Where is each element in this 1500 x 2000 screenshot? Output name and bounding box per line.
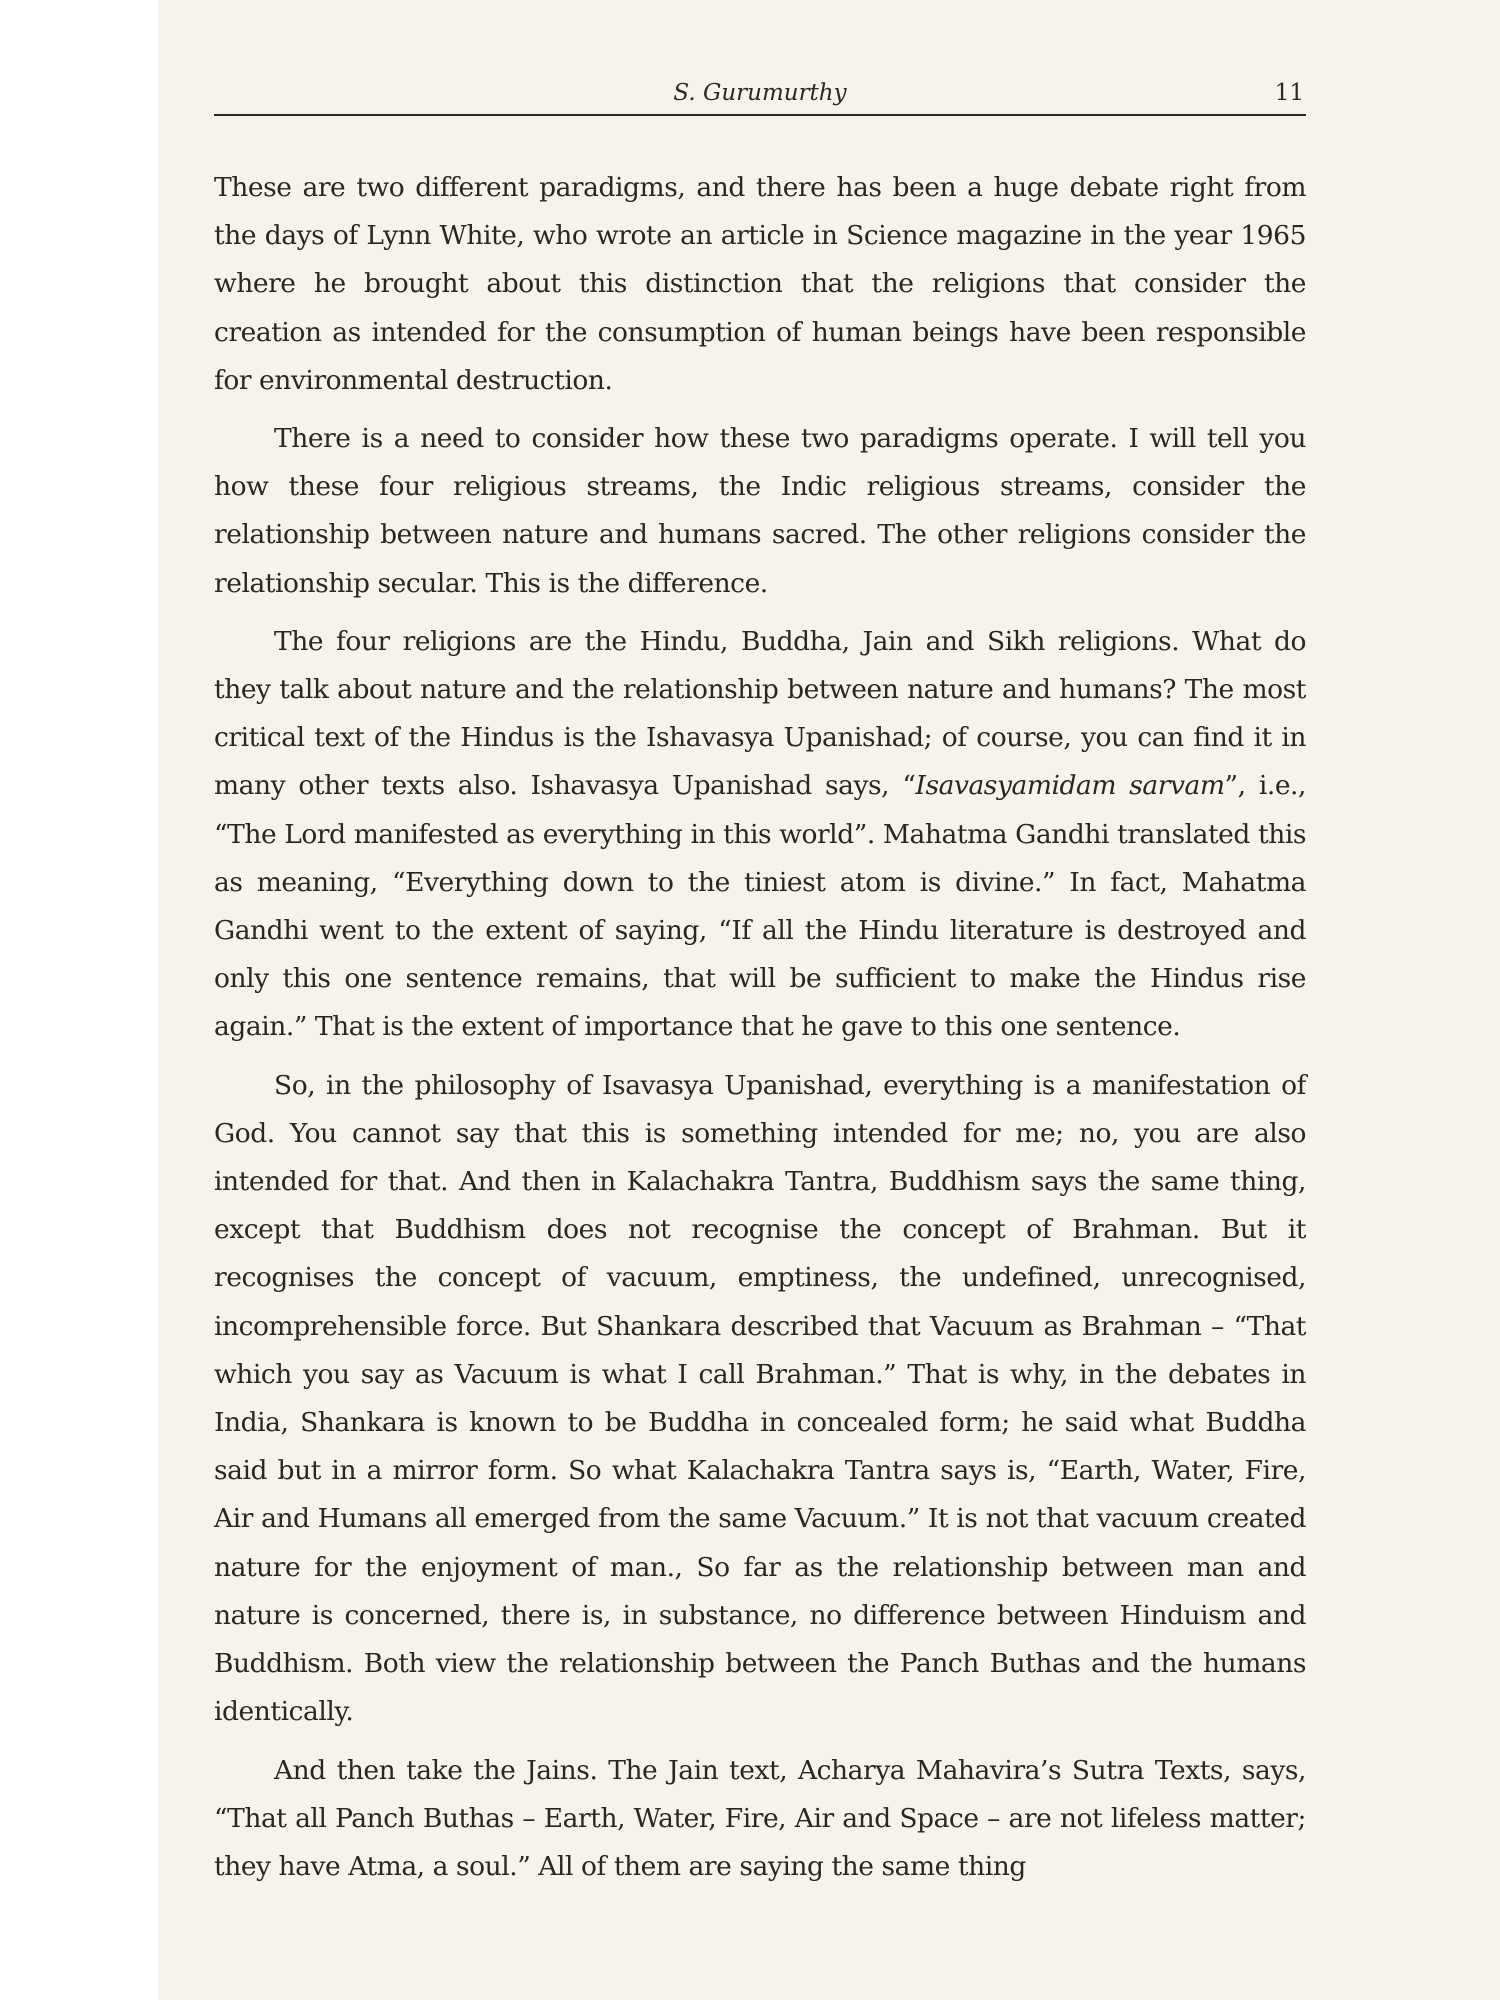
- paragraph-3-text-end: ”, i.e., “The Lord manifested as everything in this world”. Mahatma Gandhi translated this as meaning, “Everything down to the tiniest atom is divine.” In fact, Mahatma Gandhi went to the extent of saying, “If all the Hindu literature is destroyed and only this one sentence remains, that will be sufficient to make the Hindus rise again.” That is the extent of importance that he gave to this one sentence.: [214, 770, 1306, 1043]
- paragraph-5: And then take the Jains. The Jain text, Acharya Mahavira’s Sutra Texts, says, “That all Panch Buthas – Earth, Water, Fire, Air and Space – are not lifeless matter; they have Atma, a soul.” All of them are saying the same thing: [214, 1754, 1306, 1882]
- paragraph-2: There is a need to consider how these two paradigms operate. I will tell you how these four religious streams, the Indic religious streams, consider the relationship between nature and humans sacred. The other religions consider the relationship secular. This is the difference.: [214, 423, 1306, 599]
- page-number: 11: [1274, 80, 1304, 106]
- paragraph-3: [214, 618, 1306, 1052]
- paragraph-3-text-start: The four religions are the Hindu, Buddha, Jain and Sikh religions. What do they talk about nature and the relationship between nature and humans? The most critical text of the Hindus is the Ishavasya Upanishad; of course, you can find it in many other texts also. Ishavasya Upanishad says, “: [214, 625, 1306, 802]
- paragraph-4: So, in the philosophy of Isavasya Upanishad, everything is a manifestation of God. You cannot say that this is something intended for me; no, you are also intended for that. And then in Kalachakra Tantra, Buddhism says the same thing, except that Buddhism does not recognise the concept of Brahman. But it recognises the concept of vacuum, emptiness, the undefined, unrecognised, incomprehensible force. But Shankara described that Vacuum as Brahman – “That which you say as Vacuum is what I call Brahman.” That is why, in the debates in India, Shankara is known to be Buddha in concealed form; he said what Buddha said but in a mirror form. So what Kalachakra Tantra says is, “Earth, Water, Fire, Air and Humans all emerged from the same Vacuum.” It is not that vacuum created nature for the enjoyment of man., So far as the relationship between man and nature is concerned, there is, in substance, no difference between Hinduism and Buddhism. Both view the relationship between the Panch Buthas and the humans identically.: [214, 1069, 1306, 1728]
- paragraph-1: These are two different paradigms, and there has been a huge debate right from the days of Lynn White, who wrote an article in Science magazine in the year 1965 where he brought about this distinction that the religions that consider the creation as intended for the consumption of human beings have been responsible for environmental destruction.: [214, 172, 1306, 396]
- sanskrit-quote: Isavasyamidam sarvam: [915, 770, 1225, 802]
- page-header: [214, 78, 1306, 116]
- running-head: S. Gurumurthy: [673, 80, 847, 106]
- body-text: [214, 164, 1306, 1901]
